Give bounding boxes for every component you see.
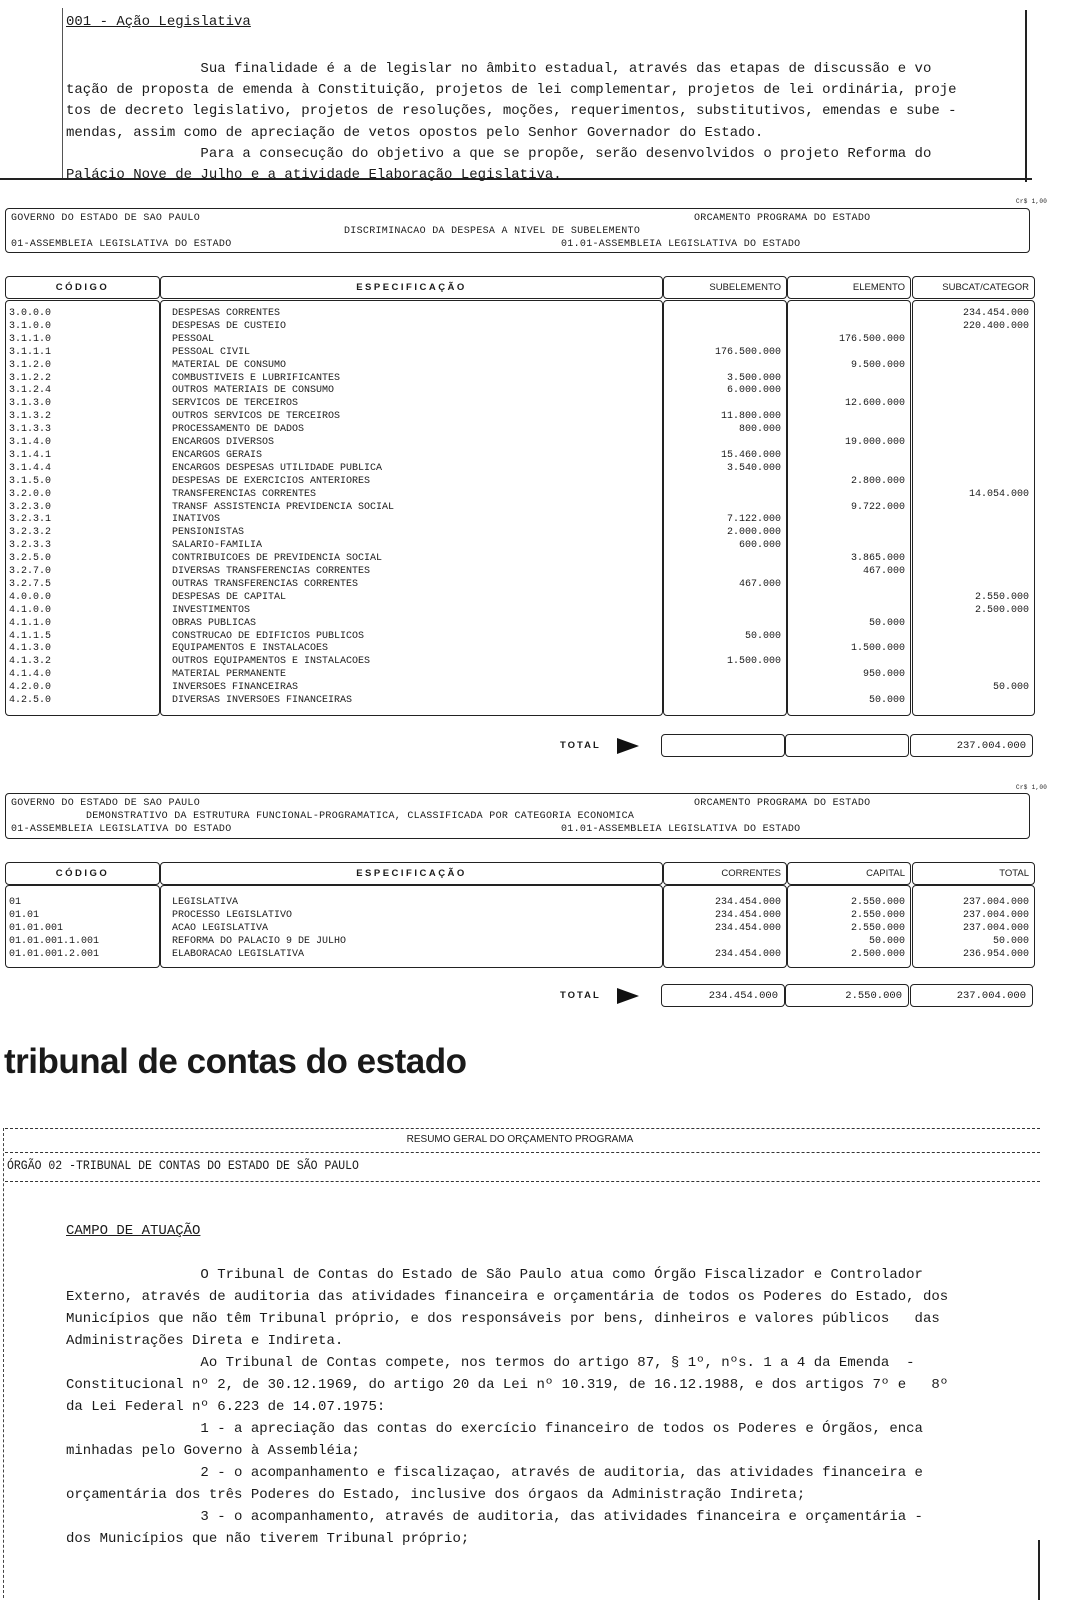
column-header-especificacao: ESPECIFICAÇÃO	[160, 862, 663, 885]
cell-especificacao: ELABORACAO LEGISLATIVA	[172, 949, 305, 960]
cell-codigo: 4.1.1.5	[9, 630, 52, 642]
total-value: 234.454.000	[708, 989, 778, 1002]
cell-codigo: 3.1.4.4	[9, 462, 52, 474]
cell-especificacao: DIVERSAS INVERSOES FINANCEIRAS	[172, 695, 353, 706]
cell-codigo: 4.1.3.0	[9, 643, 52, 655]
cell-codigo: 01	[9, 897, 22, 908]
column-header-codigo: CÓDIGO	[5, 862, 160, 885]
table-row	[0, 948, 1040, 961]
org-label: 01-ASSEMBLEIA LEGISLATIVA DO ESTADO	[11, 824, 232, 835]
cell-codigo: 3.2.3.1	[9, 514, 52, 526]
cell-col3: 234.454.000	[714, 897, 781, 908]
cell-codigo: 3.1.3.3	[9, 424, 52, 436]
cell-especificacao: TRANSF ASSISTENCIA PREVIDENCIA SOCIAL	[172, 501, 395, 513]
orgao-title: ÓRGÃO 02 -TRIBUNAL DE CONTAS DO ESTADO DE SÃO PAULO	[7, 1159, 359, 1173]
cell-codigo: 3.1.4.0	[9, 437, 52, 448]
total-cell	[910, 984, 1033, 1007]
cell-codigo: 4.1.1.0	[9, 617, 52, 629]
column-header-col3: CORRENTES	[663, 862, 787, 885]
cell-especificacao: INATIVOS	[172, 514, 221, 526]
cell-especificacao: PENSIONISTAS	[172, 527, 245, 539]
cell-especificacao: DESPESAS DE EXERCICIOS ANTERIORES	[172, 475, 371, 487]
total-label: TOTAL	[560, 990, 601, 1001]
text-line: orçamentária dos três Poderes do Estado, inclusive dos órgaos da Administração Indireta;	[66, 1487, 806, 1503]
cell-col5: 220.400.000	[962, 320, 1029, 332]
total-value: 2.550.000	[845, 989, 902, 1002]
cell-col5: 2.550.000	[974, 591, 1029, 603]
cell-col4: 19.000.000	[844, 437, 905, 448]
cell-col5: 237.004.000	[962, 923, 1029, 934]
column-header-col5: TOTAL	[912, 862, 1035, 885]
total-arrow-icon	[617, 988, 639, 1004]
column-header-especificacao: ESPECIFICAÇÃO	[160, 276, 663, 299]
cell-col3: 50.000	[744, 630, 781, 642]
cell-col4: 3.865.000	[850, 553, 905, 565]
cell-codigo: 01.01.001	[9, 923, 64, 934]
cell-especificacao: ACAO LEGISLATIVA	[172, 923, 269, 934]
cell-col3: 467.000	[738, 578, 781, 590]
cell-col5: 50.000	[992, 682, 1029, 694]
cell-col3: 6.000.000	[726, 385, 781, 397]
cell-col3: 234.454.000	[714, 923, 781, 934]
cell-especificacao: DESPESAS CORRENTES	[172, 308, 281, 319]
cell-col4: 12.600.000	[844, 398, 905, 410]
cell-col3: 176.500.000	[714, 346, 781, 358]
cell-col3: 7.122.000	[726, 514, 781, 526]
cell-especificacao: PESSOAL CIVIL	[172, 346, 251, 358]
cell-especificacao: DIVERSAS TRANSFERENCIAS CORRENTES	[172, 566, 371, 577]
column-header-col5: SUBCAT/CATEGOR	[912, 276, 1035, 299]
total-label: TOTAL	[560, 740, 601, 751]
cell-col3: 1.500.000	[726, 656, 781, 668]
cell-especificacao: SALARIO-FAMILIA	[172, 540, 263, 552]
cell-col4: 176.500.000	[838, 333, 905, 345]
cell-codigo: 3.1.3.0	[9, 398, 52, 410]
cell-col3: 600.000	[738, 540, 781, 552]
total-value: 237.004.000	[956, 739, 1026, 752]
text-line: da Lei Federal nº 6.223 de 14.07.1975:	[66, 1399, 386, 1415]
cell-codigo: 3.2.5.0	[9, 553, 52, 565]
cell-especificacao: PROCESSO LEGISLATIVO	[172, 910, 293, 921]
cell-col4: 2.800.000	[850, 475, 905, 487]
column-header-col3: SUBELEMENTO	[663, 276, 787, 299]
cell-especificacao: ENCARGOS DESPESAS UTILIDADE PUBLICA	[172, 462, 383, 474]
cell-codigo: 3.1.2.0	[9, 359, 52, 371]
cell-col5: 234.454.000	[962, 308, 1029, 319]
cell-codigo: 4.1.4.0	[9, 669, 52, 681]
cell-especificacao: OUTROS SERVICOS DE TERCEIROS	[172, 411, 341, 423]
text-line: 3 - o acompanhamento, através de auditoria, das atividades financeira e orçamentária -	[66, 1509, 923, 1525]
cell-especificacao: OUTROS EQUIPAMENTOS E INSTALACOES	[172, 656, 371, 668]
cell-codigo: 01.01.001.2.001	[9, 949, 100, 960]
cell-especificacao: DESPESAS DE CUSTEIO	[172, 320, 287, 332]
cell-codigo: 3.0.0.0	[9, 308, 52, 319]
gov-label: GOVERNO DO ESTADO DE SAO PAULO	[11, 213, 201, 224]
cell-col3: 234.454.000	[714, 949, 781, 960]
cell-especificacao: REFORMA DO PALACIO 9 DE JULHO	[172, 936, 347, 947]
currency-note: Cr$ 1,00	[1016, 784, 1048, 791]
org-label: 01-ASSEMBLEIA LEGISLATIVA DO ESTADO	[11, 239, 232, 250]
text-line: tação de proposta de emenda à Constituição, projetos de lei complementar, projetos de lei ordinária, proje	[66, 82, 957, 99]
dashed-rule	[5, 1152, 1040, 1153]
cell-col4: 2.550.000	[850, 923, 905, 934]
report-subtitle: DISCRIMINACAO DA DESPESA A NIVEL DE SUBELEMENTO	[344, 226, 641, 237]
text-line: Constitucional nº 2, de 30.12.1969, do artigo 20 da Lei nº 10.319, de 16.12.1988, e dos artigos 7º e 8º	[66, 1377, 949, 1393]
text-line: Sua finalidade é a de legislar no âmbito estadual, através das etapas de discussão e vo	[66, 61, 932, 77]
text-line: tos de decreto legislativo, projetos de resoluções, moções, requerimentos, substitutivos, emendas e sube -	[66, 103, 957, 120]
cell-col3: 800.000	[738, 424, 781, 436]
cell-col3: 3.540.000	[726, 462, 781, 474]
column-header-col4: ELEMENTO	[787, 276, 911, 299]
cell-codigo: 4.0.0.0	[9, 591, 52, 603]
cell-especificacao: DESPESAS DE CAPITAL	[172, 591, 287, 603]
cell-codigo: 3.2.7.0	[9, 566, 52, 577]
cell-codigo: 3.1.4.1	[9, 449, 52, 461]
cell-col4: 2.550.000	[850, 897, 905, 908]
cell-especificacao: ENCARGOS GERAIS	[172, 449, 263, 461]
text-line: dos Municípios que não tiverem Tribunal próprio;	[66, 1531, 470, 1547]
dashed-rule	[5, 1181, 1040, 1182]
cell-col5: 237.004.000	[962, 910, 1029, 921]
text-line: Ao Tribunal de Contas compete, nos termos do artigo 87, § 1º, nºs. 1 a 4 da Emenda -	[66, 1355, 915, 1371]
cell-codigo: 01.01.001.1.001	[9, 936, 100, 947]
cell-codigo: 3.2.3.3	[9, 540, 52, 552]
table-row	[0, 935, 1040, 948]
cell-especificacao: INVESTIMENTOS	[172, 604, 251, 616]
cell-especificacao: LEGISLATIVA	[172, 897, 239, 908]
dashed-rule	[5, 1128, 1040, 1129]
cell-col4: 2.500.000	[850, 949, 905, 960]
cell-especificacao: INVERSOES FINANCEIRAS	[172, 682, 299, 694]
text-line: 2 - o acompanhamento e fiscalizaçao, através de auditoria, das atividades financeira e	[66, 1465, 923, 1481]
resumo-title: RESUMO GERAL DO ORÇAMENTO PROGRAMA	[406, 1134, 634, 1145]
total-cell	[785, 984, 909, 1007]
text-line: Administrações Direta e Indireta.	[66, 1333, 344, 1349]
unit-label: 01.01-ASSEMBLEIA LEGISLATIVA DO ESTADO	[561, 824, 801, 835]
text-line: Municípios que não têm Tribunal próprio, e dos responsáveis por bens, dinheiros e valores públicos das	[66, 1311, 940, 1327]
cell-especificacao: TRANSFERENCIAS CORRENTES	[172, 488, 317, 500]
currency-note: Cr$ 1,00	[1016, 198, 1048, 205]
cell-codigo: 3.2.3.0	[9, 501, 52, 513]
cell-col3: 3.500.000	[726, 372, 781, 384]
cell-codigo: 4.1.0.0	[9, 604, 52, 616]
cell-codigo: 4.2.0.0	[9, 682, 52, 694]
cell-codigo: 3.1.1.0	[9, 333, 52, 345]
cell-especificacao: EQUIPAMENTOS E INSTALACOES	[172, 643, 329, 655]
column-header-codigo: CÓDIGO	[5, 276, 160, 299]
cell-codigo: 3.2.0.0	[9, 488, 52, 500]
cell-col3: 15.460.000	[720, 449, 781, 461]
cell-col5: 14.054.000	[968, 488, 1029, 500]
program-label: ORCAMENTO PROGRAMA DO ESTADO	[694, 798, 871, 809]
cell-col5: 236.954.000	[962, 949, 1029, 960]
cell-col4: 9.500.000	[850, 359, 905, 371]
cell-especificacao: OBRAS PUBLICAS	[172, 617, 257, 629]
right-rule	[1038, 1540, 1040, 1600]
cell-codigo: 01.01	[9, 910, 40, 921]
left-dashed-rule	[3, 1128, 4, 1598]
table-row	[0, 922, 1040, 935]
table-row	[0, 909, 1040, 922]
cell-col4: 50.000	[868, 936, 905, 947]
cell-col3: 234.454.000	[714, 910, 781, 921]
cell-especificacao: OUTROS MATERIAIS DE CONSUMO	[172, 385, 335, 397]
cell-codigo: 3.1.2.2	[9, 372, 52, 384]
acao-heading: 001 - Ação Legislativa	[66, 14, 251, 30]
text-line: O Tribunal de Contas do Estado de São Paulo atua como Órgão Fiscalizador e Controlador	[66, 1267, 923, 1283]
cell-codigo: 3.1.1.1	[9, 346, 52, 358]
cell-especificacao: ENCARGOS DIVERSOS	[172, 437, 275, 448]
text-line: mendas, assim como de apreciação de vetos opostos pelo Senhor Governador do Estado.	[66, 124, 764, 141]
cell-codigo: 3.1.5.0	[9, 475, 52, 487]
cell-col4: 1.500.000	[850, 643, 905, 655]
gov-label: GOVERNO DO ESTADO DE SAO PAULO	[11, 798, 201, 809]
total-value: 237.004.000	[956, 989, 1026, 1002]
cell-col4: 950.000	[862, 669, 905, 681]
text-line: Externo, através de auditoria das atividades financeira e orçamentária de todos os Poderes do Estado, dos	[66, 1289, 949, 1305]
cell-codigo: 4.1.3.2	[9, 656, 52, 668]
program-label: ORCAMENTO PROGRAMA DO ESTADO	[694, 213, 871, 224]
cell-especificacao: MATERIAL DE CONSUMO	[172, 359, 287, 371]
cell-especificacao: PROCESSAMENTO DE DADOS	[172, 424, 305, 436]
cell-especificacao: MATERIAL PERMANENTE	[172, 669, 287, 681]
cell-col3: 11.800.000	[720, 411, 781, 423]
cell-codigo: 3.2.7.5	[9, 578, 52, 590]
cell-col4: 50.000	[868, 695, 905, 706]
cell-col4: 9.722.000	[850, 501, 905, 513]
cell-col5: 50.000	[992, 936, 1029, 947]
section-title: tribunal de contas do estado	[4, 1042, 467, 1081]
cell-codigo: 4.2.5.0	[9, 695, 52, 706]
cell-col4: 467.000	[862, 566, 905, 577]
report-subtitle: DEMONSTRATIVO DA ESTRUTURA FUNCIONAL-PROGRAMATICA, CLASSIFICADA POR CATEGORIA ECONOMICA	[86, 811, 635, 822]
cell-especificacao: OUTRAS TRANSFERENCIAS CORRENTES	[172, 578, 359, 590]
cell-col3: 2.000.000	[726, 527, 781, 539]
column-header-col4: CAPITAL	[787, 862, 911, 885]
cell-especificacao: COMBUSTIVEIS E LUBRIFICANTES	[172, 372, 341, 384]
cell-col4: 2.550.000	[850, 910, 905, 921]
unit-label: 01.01-ASSEMBLEIA LEGISLATIVA DO ESTADO	[561, 239, 801, 250]
cell-especificacao: CONTRIBUICOES DE PREVIDENCIA SOCIAL	[172, 553, 383, 565]
cell-col5: 2.500.000	[974, 604, 1029, 616]
cell-col4: 50.000	[868, 617, 905, 629]
text-line: Para a consecução do objetivo a que se propõe, serão desenvolvidos o projeto Reforma do	[66, 145, 932, 162]
cell-codigo: 3.1.0.0	[9, 320, 52, 332]
cell-codigo: 3.1.3.2	[9, 411, 52, 423]
cell-col5: 237.004.000	[962, 897, 1029, 908]
cell-especificacao: PESSOAL	[172, 333, 215, 345]
text-line: Palácio Nove de Julho e a atividade Elaboração Legislativa.	[66, 167, 562, 183]
total-cell	[661, 984, 785, 1007]
table-row	[0, 896, 1040, 909]
cell-codigo: 3.1.2.4	[9, 385, 52, 397]
text-line: 1 - a apreciação das contas do exercício financeiro de todos os Poderes e Órgãos, enca	[66, 1421, 923, 1437]
cell-codigo: 3.2.3.2	[9, 527, 52, 539]
text-line: minhadas pelo Governo à Assembléia;	[66, 1443, 361, 1459]
cell-especificacao: CONSTRUCAO DE EDIFICIOS PUBLICOS	[172, 630, 365, 642]
cell-especificacao: SERVICOS DE TERCEIROS	[172, 398, 299, 410]
campo-heading: CAMPO DE ATUAÇÃO	[66, 1223, 201, 1239]
